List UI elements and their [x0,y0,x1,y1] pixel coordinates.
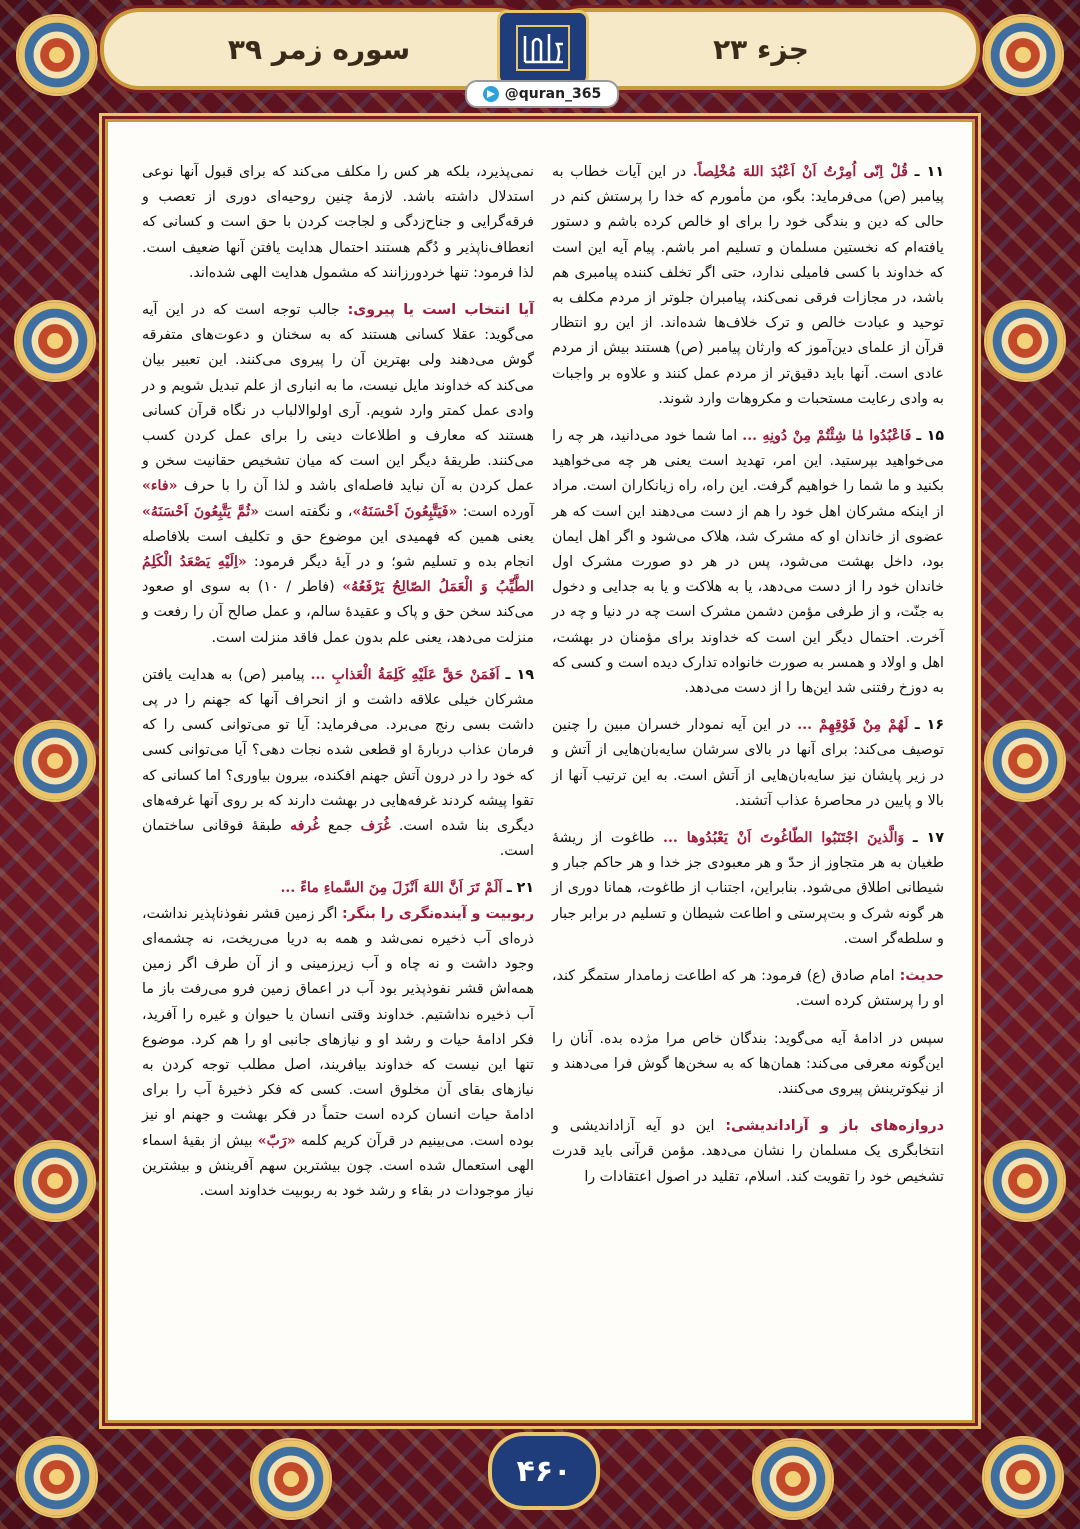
frame-medallion-bottom-1 [250,1438,332,1520]
lordship-heading: ربوبیت و آینده‌نگری را بنگر: [341,905,534,922]
page-number: ۴۶۰ [488,1432,600,1510]
verse-15: ۱۵ ـ فَاعْبُدُوا مٰا شِئْتُمْ مِنْ دُونِهِ ... اما شما خود می‌دانید، هر چه را می‌خواهید بپرستید. این امر، تهدید است یعنی هر چه می‌خواهید بکنید و ما شما را خواهیم گرفت. این راه، راه زیانکاران است. مراد از اینکه مشرکان اهل خود را هم از دست می‌دهند این است که هر عضوی از خاندان او که مشرک شد، هلاک می‌شود و اگر اهل ایمان بود، داخل بهشت می‌شود، پس در هر دو صورت مشرک اول خاندان خود را از دست می‌دهد، یا به هلاکت و یا به جدایی و دخول به جنّت، و از طرفی مؤمن دشمن مشرک است چه در دنیا و چه در آخرت. احتمال دیگر این است که خداوند برای مؤمنان در بهشت، اهل و اولاد و همسر به صورت خانواده تدارک دیده است و کسی که به دوزخ رفتنی شد این‌ها را از دست می‌دهد. [552,428,945,697]
telegram-icon [483,86,499,102]
verse-17-arabic: وَالَّذینَ اجْتَنَبُوا الطّاغُوتَ اَنْ یَعْبُدُوها ... [663,830,905,847]
hadith-text: امام صادق (ع) فرمود: هر که اطاعت زمامدار ستمگر کند، او را پرستش کرده است. [552,968,944,1010]
juz-label: جزء ۲۳ [542,8,980,90]
left-column [142,160,534,1216]
hadith-label: حدیث: [899,968,945,985]
continuation-paragraph: سپس در ادامهٔ آیه می‌گوید: بندگان خاص مرا مژده بده. آنان را این‌گونه معرفی می‌کند: همان‌ها که به سخن‌ها گوش فرا می‌دهند و از نیکوترینش پیروی می‌کنند. [552,1030,944,1097]
choice-heading: آیا انتخاب است یا پیروی: [347,302,534,319]
verse-16-commentary: در این آیه نمودار خسران مبین را چنین توصیف می‌کند: برای آنها در بالای سرشان سایه‌بان‌هایی از آتش و در زیر پایشان نیز سایه‌بان‌هایی از آتش است. به این ترتیب آنها از بالا و پایین در محاصرهٔ عذاب آتشند. [552,717,944,809]
verse-17-commentary: طاغوت از ریشهٔ طغیان به هر متجاوز از حدّ و هر معبودی جز خدا و هر حاکم جبار و شیطانی اطلاق می‌شود. بنابراین، اجتناب از طاغوت، همانا دوری از هر گونه شرک و بت‌پرستی و اطاعت شیطان و تسلیم در برابر جبار و سلطه‌گر است. [552,830,944,947]
free-thinking-text: این دو آیه آزاداندیشی و انتخابگری یک مسلمان را نشان می‌دهد. مؤمن قرآنی باید قدرت تشخیص خود را تقویت کند. اسلام، تقلید در اصول اعتقادات را [552,1118,944,1185]
frame-medallion-right-2 [984,720,1066,802]
frame-medallion-bottom-2 [752,1438,834,1520]
choice-section: آیا انتخاب است یا پیروی: جالب توجه است که در این آیه می‌گوید: عقلا کسانی هستند که به سخنان و دعوت‌های متفرقه گوش می‌دهند ولی بهترین آن را پیروی می‌کنند. این تعبیر بیان می‌کند که خداوند مایل نیست، ما به انباری از علم تبدیل شویم و در وادی عمل کمتر وارد شویم. آری اولوالالباب در نگاه قرآن کسانی هستند که معارف و اطلاعات دینی را برای عمل کردن کسب می‌کنند. طریقهٔ دیگر این است که میان تشخیص حقانیت سخن و عمل کردن به آن نباید فاصله‌ای باشد و لذا آن را با حرف «فاء» آورده است: «فَیَتَّبِعُونَ اَحْسَنَهُ»، و نگفته است «ثُمَّ یَتَّبِعُونَ اَحْسَنَهُ» یعنی همین که فهمیدی این موضوع حق و تکلیف است بلافاصله انجام بده و تسلیم شو؛ و در آیهٔ دیگر فرمود: «اِلَیْهِ یَصْعَدُ الْکَلِمُ الطَّیِّبُ وَ الْعَمَلُ الصّالِحُ یَرْفَعُهُ» (فاطر / ۱۰) به سوی او صعود می‌کند سخن حق و پاک و عقیدهٔ سالم، و عمل صالح آن را رفعت و منزلت می‌دهد، یعنی علم بدون عمل فاقد منزلت است. [142,302,535,646]
verse-15-commentary: اما شما خود می‌دانید، هر چه را می‌خواهید بپرستید. این امر، تهدید است یعنی هر چه می‌خواهید بکنید و ما شما را خواهیم گرفت. این راه، راه زیانکاران است. مراد از اینکه مشرکان اهل خود را هم از دست می‌دهند این است که هر عضوی از خاندان او که مشرک شد، هلاک می‌شود و اگر اهل ایمان بود، داخل بهشت می‌شود، پس در هر دو صورت مشرک اول خاندان خود را از دست می‌دهد، یا به هلاکت و یا به جدایی و دخول به جنّت، و از طرفی مؤمن دشمن مشرک است چه در دنیا و چه در آخرت. احتمال دیگر این است که خداوند برای مؤمنان در بهشت، اهل و اولاد و همسر به صورت خانواده تدارک دیده است و کسی که به دوزخ رفتنی شد این‌ها را از دست می‌دهد. [552,428,944,697]
free-thinking-section [552,1114,944,1190]
frame-medallion-bottom-right [982,1436,1064,1518]
frame-medallion-top-right [982,14,1064,96]
frame-medallion-left-1 [14,300,96,382]
frame-medallion-left-2 [14,720,96,802]
verse-16-arabic: لَهُمْ مِنْ فَوْقِهِمْ ... [797,717,909,734]
hadith [552,964,944,1014]
frame-medallion-left-3 [14,1140,96,1222]
verse-19-commentary: پیامبر (ص) به هدایت یافتن مشرکان خیلی علاقه داشت و از انحراف آنها که جهنم را در پی داشت بسی رنج می‌برد. می‌فرماید: آیا تو می‌توانی کسی را که فرمان عذاب دربارهٔ او قطعی شده نجات دهی؟ آیا می‌توانی کسی که خود را در درون آتش جهنم افکنده، بیرون بیاوری؟ اما کسانی که تقوا پیشه کردند غرفه‌هایی در بهشت دارند که بر روی آنها غرفه‌های دیگری بنا شده است. [142,666,534,835]
verse-15-arabic: فَاعْبُدُوا مٰا شِئْتُمْ مِنْ دُونِهِ ... [742,428,912,445]
telegram-handle[interactable] [465,80,619,108]
verse-19-arabic: اَفَمَنْ حَقَّ عَلَیْهِ کَلِمَةُ الْعَذابِ ... [310,666,500,683]
verse-11-arabic: قُلْ اِنّی اُمِرْتُ اَنْ اَعْبُدَ اللهَ مُخْلِصاً. [692,164,908,180]
verse-19: ۱۹ ـ اَفَمَنْ حَقَّ عَلَیْهِ کَلِمَةُ الْعَذابِ ... پیامبر (ص) به هدایت یافتن مشرکان خیلی علاقه داشت و از انحراف آنها که جهنم را در پی داشت بسی رنج می‌برد. می‌فرماید: آیا تو می‌توانی کسی را که فرمان عذاب دربارهٔ او قطعی شده نجات دهی؟ آیا می‌توانی کسی که خود را در درون آتش جهنم افکنده، بیرون بیاوری؟ اما کسانی که تقوا پیشه کردند غرفه‌هایی در بهشت دارند که بر روی آنها غرفه‌های دیگری بنا شده است. غُرَف جمع غُرفه طبقهٔ فوقانی ساختمان است. [142,666,534,860]
surah-label: سوره زمر ۳۹ [100,8,538,90]
frame-medallion-right-1 [984,300,1066,382]
handle-text: @quran_365 [504,86,602,102]
frame-medallion-bottom-left [16,1436,98,1518]
calligraphy-logo-icon [513,22,573,74]
verse-21: ۲۱ ـ اَلَمْ تَرَ اَنَّ اللهَ اَنْزَلَ مِنَ السَّماءِ ماءً ... ربوبیت و آینده‌نگری را بنگر: اگر زمین قشر نفوذناپذیر نداشت، ذره‌ای آب ذخیره نمی‌شد و همه به دریا می‌ریخت، نه چشمه‌ای وجود داشت و نه چاه و آب زیرزمینی و از آن طرف اگر زمین همه‌اش قشر نفوذپذیر بود آب در اعماق زمین فرو می‌رفت باز ما آب ذخیره نداشتیم. خداوند وقتی انسان یا حیوان و غیره را آفرید، فکر ادامهٔ حیات و رشد او و نیازهای جانبی او را هم کرد. موضوع تنها این نیست که خداوند بیافریند، اصل مطلب توجه کردن به نیازهای بقای آن مخلوق است. کسی که فکر ذخیرهٔ آب را برای ادامهٔ حیات انسان کرده است حتماً در فکر بهشت و جهنم او نیز بوده است. می‌بینیم در قرآن کریم کلمه «رَبّ» بیش از بقیهٔ اسماء الهی استعمال شده است. چون بیشترین سهم آفرینش و بیشترین نیاز موجودات در بقاء و رشد خود به ربوبیت خداوند است. [142,880,534,1199]
verse-11: ۱۱ ـ قُلْ اِنّی اُمِرْتُ اَنْ اَعْبُدَ اللهَ مُخْلِصاً. در این آیات خطاب به پیامبر (ص) می‌فرماید: بگو، من مأمورم که خدا را پرستش کنم در حالی که دین و بندگی خود را برای او خالص کرده باشم و دستور یافته‌ام که نخستین مسلمان و تسلیم امر باشم. پیام آیه این است که خداوند با کسی فامیلی ندارد، حتی اگر تخلف کننده پیامبری هم باشد، در مجازات فرقی نمی‌کند، پیامبران جلوتر از مردم مکلف به توحید و عبادت خالص و ترک خلاف‌ها شده‌اند. از این رو انتظار قرآن از علمای دین‌آموز که وارثان پیامبر (ص) هستند بیش از مردم عادی است. آنها باید دقیق‌تر از مردم عمل کنند و علاوه بر واجبات به وادی رعایت مستحبات و مکروهات وارد شوند. [552,164,944,407]
verse-17: ۱۷ ـ وَالَّذینَ اجْتَنَبُوا الطّاغُوتَ اَنْ یَعْبُدُوها ... طاغوت از ریشهٔ طغیان به هر متجاوز از حدّ و هر معبودی جز خدا و هر حاکم جبار و شیطانی اطلاق می‌شود. بنابراین، اجتناب از طاغوت، همانا دوری از هر گونه شرک و بت‌پرستی و اطاعت شیطان و تسلیم در برابر جبار و سلطه‌گر است. [552,830,944,947]
free-thinking-heading: دروازه‌های باز و آزاداندیشی: [725,1118,944,1135]
continuation-paragraph-left: نمی‌پذیرد، بلکه هر کس را مکلف می‌کند که برای قبول آنها نوعی استدلال داشته باشد. لازمهٔ چنین روحیه‌ای دوری از تعصب و فرقه‌گرایی و جناح‌زدگی و لجاجت کردن با حق است و کسانی که انعطاف‌ناپذیر و دُگم هستند احتمال هدایت یافتن آنها ضعیف است. لذا فرمود: تنها خردورزانند که مشمول هدایت الهی شده‌اند. [142,164,534,281]
logo-seal [497,10,589,86]
verse-16: ۱۶ ـ لَهُمْ مِنْ فَوْقِهِمْ ... در این آیه نمودار خسران مبین را چنین توصیف می‌کند: برای آنها در بالای سرشان سایه‌بان‌هایی از آتش و در زیر پایشان نیز سایه‌بان‌هایی از آتش است. به این ترتیب آنها از بالا و پایین در محاصرهٔ عذاب آتشند. [552,717,944,809]
right-column [552,160,944,1202]
verse-21-arabic: اَلَمْ تَرَ اَنَّ اللهَ اَنْزَلَ مِنَ السَّماءِ ماءً ... [280,880,503,897]
text-panel [108,122,972,1420]
verse-11-commentary: در این آیات خطاب به پیامبر (ص) می‌فرماید: بگو، من مأمورم که خدا را پرستش کنم در حالی که دین و بندگی خود را برای او خالص کرده باشم و دستور یافته‌ام که نخستین مسلمان و تسلیم امر باشم. پیام آیه این است که خداوند با کسی فامیلی ندارد، حتی اگر تخلف کننده پیامبری هم باشد، در مجازات فرقی نمی‌کند، پیامبران جلوتر از مردم مکلف به توحید و عبادت خالص و ترک خلاف‌ها شده‌اند. از این رو انتظار قرآن از علمای دین‌آموز که وارثان پیامبر (ص) هستند بیش از مردم عادی است. آنها باید دقیق‌تر از مردم عمل کنند و علاوه بر واجبات به وادی رعایت مستحبات و مکروهات وارد شوند. [552,164,944,407]
frame-medallion-right-3 [984,1140,1066,1222]
frame-medallion-top-left [16,14,98,96]
